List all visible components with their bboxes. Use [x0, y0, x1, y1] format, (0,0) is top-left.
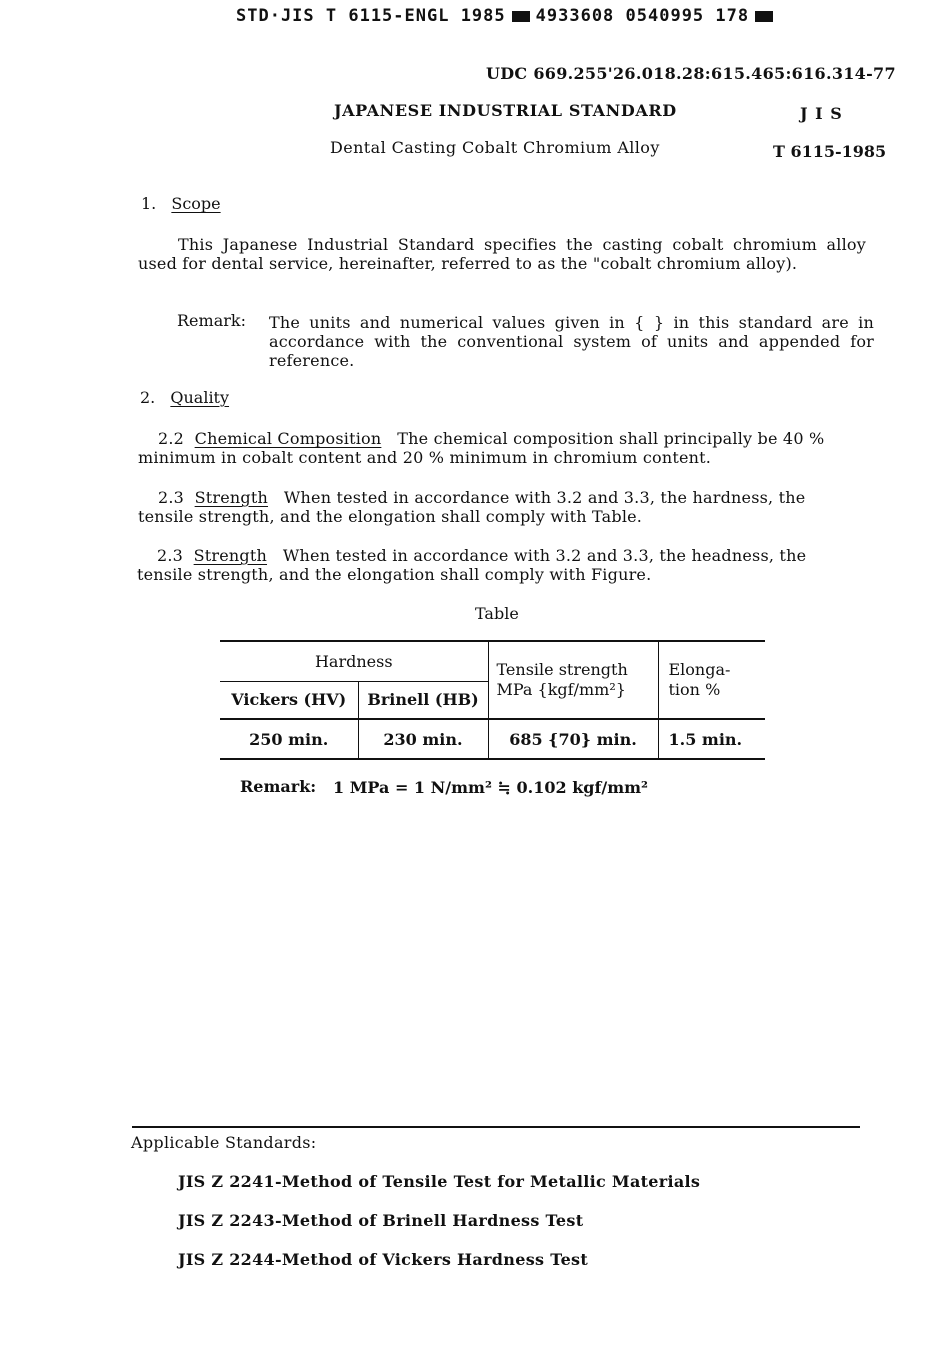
scan-header-left: STD·JIS T 6115-ENGL 1985: [236, 6, 506, 26]
section-number: 2.3: [157, 546, 184, 565]
section-text: When tested in accordance with 3.2 and 3.3, the headness, the tensile strength, and the elongation shall comply with Figure.: [137, 546, 807, 584]
brinell-value: 230 min.: [358, 719, 488, 759]
scope-remark-label: Remark:: [177, 311, 246, 330]
tensile-header: Tensile strength MPa {kgf/mm²}: [488, 641, 658, 719]
table-caption: Table: [475, 604, 519, 623]
section-title: Chemical Composition: [194, 429, 382, 448]
divider-line: [132, 1126, 860, 1128]
scan-header: [236, 6, 779, 26]
section-quality-heading: [140, 388, 229, 407]
applicable-standard-item: JIS Z 2244-Method of Vickers Hardness Test: [178, 1250, 589, 1269]
tensile-value: 685 {70} min.: [488, 719, 658, 759]
section-2-2: [138, 429, 828, 467]
hardness-header: Hardness: [220, 641, 488, 681]
document-title: Dental Casting Cobalt Chromium Alloy: [330, 138, 660, 157]
applicable-standard-item: JIS Z 2241-Method of Tensile Test for Metallic Materials: [178, 1172, 701, 1191]
standard-type: JAPANESE INDUSTRIAL STANDARD: [334, 101, 677, 120]
vickers-value: 250 min.: [220, 719, 358, 759]
section-title: Strength: [194, 488, 269, 507]
section-number: 1.: [141, 194, 157, 213]
elongation-header: Elonga- tion %: [668, 660, 731, 699]
section-text: When tested in accordance with 3.2 and 3.3, the hardness, the tensile strength, and the elongation shall comply with Table.: [138, 488, 806, 526]
scope-text: This Japanese Industrial Standard specifies the casting cobalt chromium alloy used for dental service, hereinafter, referred to as the "cobalt chromium alloy).: [138, 235, 866, 273]
section-text: The chemical composition shall principally be 40 % minimum in cobalt content and 20 % minimum in chromium content.: [138, 429, 825, 467]
elongation-value: 1.5 min.: [668, 729, 743, 749]
applicable-standards-heading: Applicable Standards:: [131, 1133, 317, 1152]
section-title: Quality: [170, 388, 230, 407]
table-remark-text: 1 MPa = 1 N/mm² ≒ 0.102 kgf/mm²: [333, 778, 649, 797]
properties-table: [220, 640, 765, 760]
section-number: 2.2: [158, 429, 185, 448]
section-title: Strength: [193, 546, 268, 565]
vickers-header: Vickers (HV): [220, 681, 358, 719]
scan-header-codes: 4933608 0540995 178: [535, 6, 750, 26]
applicable-standard-item: JIS Z 2243-Method of Brinell Hardness Test: [178, 1211, 584, 1230]
section-2-3-table: [138, 488, 848, 526]
jis-label: J I S: [800, 104, 843, 123]
designation: T 6115-1985: [773, 142, 887, 161]
redaction-block: [755, 11, 773, 22]
table-remark-label: Remark:: [240, 777, 317, 796]
section-scope-heading: [141, 194, 221, 213]
section-2-3-figure: [137, 546, 847, 584]
brinell-header: Brinell (HB): [358, 681, 488, 719]
section-number: 2.: [140, 388, 156, 407]
udc-code: UDC 669.255'26.018.28:615.465:616.314-77: [486, 64, 896, 83]
section-number: 2.3: [158, 488, 185, 507]
section-title: Scope: [171, 194, 221, 213]
scope-remark-text: The units and numerical values given in { } in this standard are in accordance with the conventional system of units and appended for reference.: [269, 313, 874, 370]
redaction-block: [512, 11, 530, 22]
